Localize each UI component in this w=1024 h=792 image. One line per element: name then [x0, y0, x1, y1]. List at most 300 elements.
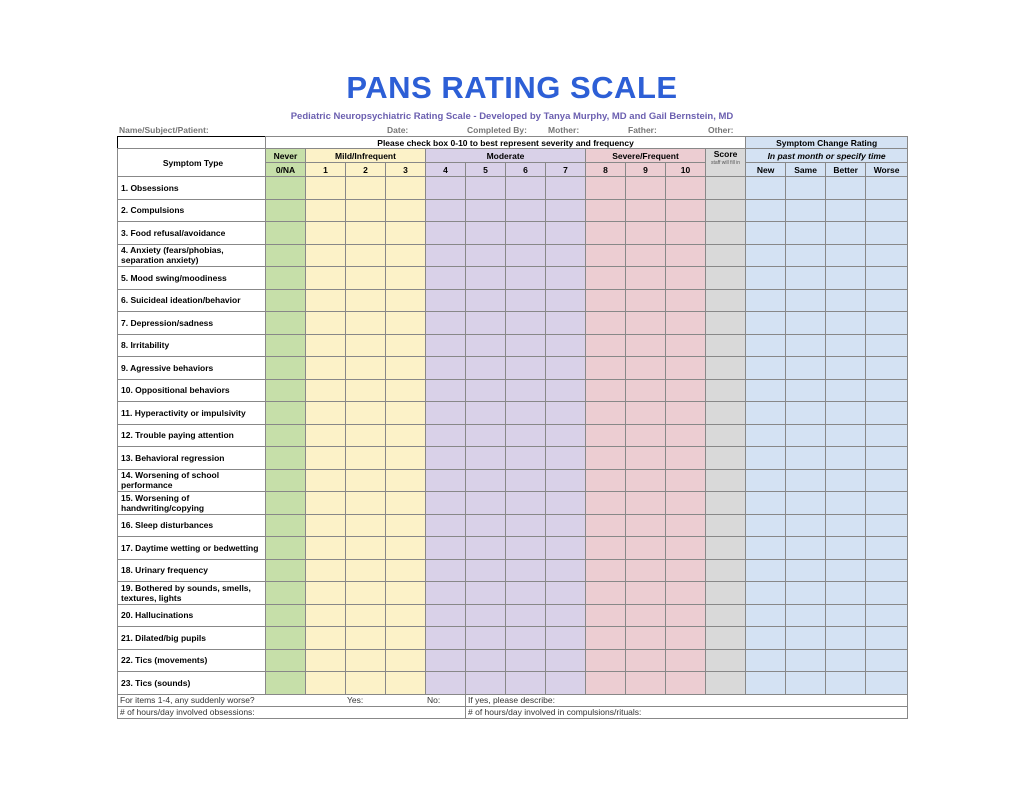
rating-cell-9[interactable] — [626, 402, 666, 425]
change-better-cell[interactable] — [826, 582, 866, 605]
rating-cell-4[interactable] — [426, 379, 466, 402]
rating-cell-2[interactable] — [346, 627, 386, 650]
rating-cell-4[interactable] — [426, 222, 466, 245]
rating-cell-10[interactable] — [666, 357, 706, 380]
rating-cell-8[interactable] — [586, 402, 626, 425]
change-same-cell[interactable] — [786, 222, 826, 245]
rating-cell-8[interactable] — [586, 469, 626, 492]
rating-cell-1[interactable] — [306, 357, 346, 380]
rating-cell-4[interactable] — [426, 402, 466, 425]
rating-cell-10[interactable] — [666, 492, 706, 515]
change-same-cell[interactable] — [786, 604, 826, 627]
change-new-cell[interactable] — [746, 357, 786, 380]
rating-cell-8[interactable] — [586, 514, 626, 537]
change-worse-cell[interactable] — [866, 177, 908, 200]
change-better-cell[interactable] — [826, 447, 866, 470]
change-worse-cell[interactable] — [866, 289, 908, 312]
rating-cell-3[interactable] — [386, 402, 426, 425]
rating-cell-2[interactable] — [346, 289, 386, 312]
change-same-cell[interactable] — [786, 289, 826, 312]
change-new-cell[interactable] — [746, 177, 786, 200]
change-new-cell[interactable] — [746, 469, 786, 492]
rating-cell-3[interactable] — [386, 559, 426, 582]
rating-cell-7[interactable] — [546, 424, 586, 447]
rating-cell-2[interactable] — [346, 582, 386, 605]
rating-cell-4[interactable] — [426, 244, 466, 267]
change-worse-cell[interactable] — [866, 402, 908, 425]
change-better-cell[interactable] — [826, 177, 866, 200]
change-same-cell[interactable] — [786, 672, 826, 695]
rating-cell-8[interactable] — [586, 604, 626, 627]
change-new-cell[interactable] — [746, 334, 786, 357]
rating-cell-3[interactable] — [386, 312, 426, 335]
change-better-cell[interactable] — [826, 469, 866, 492]
rating-cell-1[interactable] — [306, 469, 346, 492]
change-worse-cell[interactable] — [866, 267, 908, 290]
rating-cell-4[interactable] — [426, 357, 466, 380]
change-new-cell[interactable] — [746, 199, 786, 222]
rating-cell-4[interactable] — [426, 334, 466, 357]
rating-cell-1[interactable] — [306, 312, 346, 335]
rating-cell-7[interactable] — [546, 334, 586, 357]
change-better-cell[interactable] — [826, 199, 866, 222]
rating-cell-9[interactable] — [626, 514, 666, 537]
rating-cell-0[interactable] — [266, 222, 306, 245]
rating-cell-6[interactable] — [506, 447, 546, 470]
rating-cell-10[interactable] — [666, 424, 706, 447]
rating-cell-10[interactable] — [666, 582, 706, 605]
rating-cell-1[interactable] — [306, 447, 346, 470]
rating-cell-5[interactable] — [466, 289, 506, 312]
change-same-cell[interactable] — [786, 469, 826, 492]
rating-cell-9[interactable] — [626, 582, 666, 605]
rating-cell-0[interactable] — [266, 492, 306, 515]
rating-cell-8[interactable] — [586, 492, 626, 515]
rating-cell-4[interactable] — [426, 514, 466, 537]
rating-cell-3[interactable] — [386, 199, 426, 222]
rating-cell-3[interactable] — [386, 357, 426, 380]
rating-cell-7[interactable] — [546, 559, 586, 582]
change-better-cell[interactable] — [826, 424, 866, 447]
rating-cell-6[interactable] — [506, 312, 546, 335]
rating-cell-6[interactable] — [506, 402, 546, 425]
rating-cell-1[interactable] — [306, 222, 346, 245]
change-same-cell[interactable] — [786, 244, 826, 267]
change-better-cell[interactable] — [826, 312, 866, 335]
change-better-cell[interactable] — [826, 559, 866, 582]
rating-cell-3[interactable] — [386, 537, 426, 560]
change-same-cell[interactable] — [786, 267, 826, 290]
rating-cell-0[interactable] — [266, 559, 306, 582]
rating-cell-3[interactable] — [386, 177, 426, 200]
rating-cell-6[interactable] — [506, 222, 546, 245]
change-new-cell[interactable] — [746, 424, 786, 447]
rating-cell-1[interactable] — [306, 424, 346, 447]
change-worse-cell[interactable] — [866, 627, 908, 650]
rating-cell-9[interactable] — [626, 672, 666, 695]
change-same-cell[interactable] — [786, 649, 826, 672]
rating-cell-2[interactable] — [346, 604, 386, 627]
change-worse-cell[interactable] — [866, 334, 908, 357]
change-better-cell[interactable] — [826, 402, 866, 425]
rating-cell-8[interactable] — [586, 244, 626, 267]
rating-cell-7[interactable] — [546, 627, 586, 650]
change-worse-cell[interactable] — [866, 447, 908, 470]
change-new-cell[interactable] — [746, 289, 786, 312]
rating-cell-1[interactable] — [306, 199, 346, 222]
change-new-cell[interactable] — [746, 447, 786, 470]
rating-cell-8[interactable] — [586, 267, 626, 290]
rating-cell-3[interactable] — [386, 627, 426, 650]
rating-cell-4[interactable] — [426, 177, 466, 200]
rating-cell-8[interactable] — [586, 537, 626, 560]
rating-cell-5[interactable] — [466, 514, 506, 537]
change-worse-cell[interactable] — [866, 559, 908, 582]
rating-cell-5[interactable] — [466, 379, 506, 402]
change-worse-cell[interactable] — [866, 424, 908, 447]
rating-cell-0[interactable] — [266, 244, 306, 267]
rating-cell-6[interactable] — [506, 267, 546, 290]
change-better-cell[interactable] — [826, 244, 866, 267]
describe-field[interactable]: If yes, please describe: — [466, 694, 908, 706]
rating-cell-1[interactable] — [306, 402, 346, 425]
change-new-cell[interactable] — [746, 402, 786, 425]
rating-cell-5[interactable] — [466, 312, 506, 335]
rating-cell-6[interactable] — [506, 334, 546, 357]
rating-cell-6[interactable] — [506, 199, 546, 222]
rating-cell-7[interactable] — [546, 537, 586, 560]
rating-cell-0[interactable] — [266, 402, 306, 425]
rating-cell-8[interactable] — [586, 334, 626, 357]
change-new-cell[interactable] — [746, 244, 786, 267]
change-same-cell[interactable] — [786, 492, 826, 515]
change-better-cell[interactable] — [826, 604, 866, 627]
rating-cell-3[interactable] — [386, 379, 426, 402]
rating-cell-7[interactable] — [546, 244, 586, 267]
rating-cell-9[interactable] — [626, 424, 666, 447]
rating-cell-6[interactable] — [506, 177, 546, 200]
rating-cell-10[interactable] — [666, 402, 706, 425]
hours-compulsions-field[interactable]: # of hours/day involved in compulsions/rituals: — [466, 706, 908, 718]
rating-cell-2[interactable] — [346, 244, 386, 267]
rating-cell-9[interactable] — [626, 379, 666, 402]
change-worse-cell[interactable] — [866, 469, 908, 492]
rating-cell-5[interactable] — [466, 537, 506, 560]
rating-cell-6[interactable] — [506, 559, 546, 582]
rating-cell-5[interactable] — [466, 604, 506, 627]
change-worse-cell[interactable] — [866, 492, 908, 515]
rating-cell-0[interactable] — [266, 379, 306, 402]
rating-cell-9[interactable] — [626, 649, 666, 672]
rating-cell-7[interactable] — [546, 649, 586, 672]
change-worse-cell[interactable] — [866, 312, 908, 335]
rating-cell-10[interactable] — [666, 379, 706, 402]
rating-cell-2[interactable] — [346, 514, 386, 537]
change-worse-cell[interactable] — [866, 244, 908, 267]
change-better-cell[interactable] — [826, 379, 866, 402]
rating-cell-8[interactable] — [586, 559, 626, 582]
rating-cell-10[interactable] — [666, 559, 706, 582]
rating-cell-6[interactable] — [506, 424, 546, 447]
change-same-cell[interactable] — [786, 559, 826, 582]
rating-cell-5[interactable] — [466, 222, 506, 245]
rating-cell-9[interactable] — [626, 357, 666, 380]
change-better-cell[interactable] — [826, 537, 866, 560]
rating-cell-9[interactable] — [626, 289, 666, 312]
no-label[interactable]: No: — [427, 695, 441, 705]
change-worse-cell[interactable] — [866, 537, 908, 560]
rating-cell-0[interactable] — [266, 357, 306, 380]
rating-cell-5[interactable] — [466, 469, 506, 492]
rating-cell-3[interactable] — [386, 424, 426, 447]
rating-cell-4[interactable] — [426, 627, 466, 650]
rating-cell-5[interactable] — [466, 267, 506, 290]
rating-cell-6[interactable] — [506, 469, 546, 492]
rating-cell-0[interactable] — [266, 649, 306, 672]
rating-cell-3[interactable] — [386, 244, 426, 267]
rating-cell-0[interactable] — [266, 177, 306, 200]
rating-cell-9[interactable] — [626, 334, 666, 357]
rating-cell-1[interactable] — [306, 604, 346, 627]
rating-cell-6[interactable] — [506, 289, 546, 312]
rating-cell-2[interactable] — [346, 357, 386, 380]
rating-cell-9[interactable] — [626, 222, 666, 245]
rating-cell-8[interactable] — [586, 424, 626, 447]
rating-cell-0[interactable] — [266, 672, 306, 695]
rating-cell-1[interactable] — [306, 559, 346, 582]
rating-cell-9[interactable] — [626, 244, 666, 267]
yes-label[interactable]: Yes: — [347, 695, 364, 705]
rating-cell-4[interactable] — [426, 649, 466, 672]
rating-cell-9[interactable] — [626, 199, 666, 222]
rating-cell-2[interactable] — [346, 492, 386, 515]
rating-cell-2[interactable] — [346, 537, 386, 560]
change-new-cell[interactable] — [746, 312, 786, 335]
rating-cell-7[interactable] — [546, 199, 586, 222]
rating-cell-4[interactable] — [426, 582, 466, 605]
rating-cell-2[interactable] — [346, 672, 386, 695]
rating-cell-5[interactable] — [466, 672, 506, 695]
rating-cell-1[interactable] — [306, 649, 346, 672]
rating-cell-10[interactable] — [666, 222, 706, 245]
change-better-cell[interactable] — [826, 334, 866, 357]
rating-cell-4[interactable] — [426, 312, 466, 335]
rating-cell-0[interactable] — [266, 312, 306, 335]
change-better-cell[interactable] — [826, 289, 866, 312]
change-worse-cell[interactable] — [866, 604, 908, 627]
rating-cell-0[interactable] — [266, 334, 306, 357]
rating-cell-2[interactable] — [346, 402, 386, 425]
rating-cell-10[interactable] — [666, 537, 706, 560]
rating-cell-1[interactable] — [306, 379, 346, 402]
rating-cell-5[interactable] — [466, 244, 506, 267]
rating-cell-4[interactable] — [426, 267, 466, 290]
rating-cell-1[interactable] — [306, 177, 346, 200]
rating-cell-4[interactable] — [426, 492, 466, 515]
rating-cell-10[interactable] — [666, 627, 706, 650]
change-same-cell[interactable] — [786, 357, 826, 380]
change-worse-cell[interactable] — [866, 199, 908, 222]
rating-cell-2[interactable] — [346, 469, 386, 492]
rating-cell-10[interactable] — [666, 649, 706, 672]
rating-cell-8[interactable] — [586, 582, 626, 605]
change-same-cell[interactable] — [786, 312, 826, 335]
rating-cell-0[interactable] — [266, 289, 306, 312]
rating-cell-10[interactable] — [666, 289, 706, 312]
rating-cell-5[interactable] — [466, 649, 506, 672]
rating-cell-4[interactable] — [426, 672, 466, 695]
rating-cell-7[interactable] — [546, 267, 586, 290]
rating-cell-2[interactable] — [346, 312, 386, 335]
rating-cell-7[interactable] — [546, 447, 586, 470]
rating-cell-6[interactable] — [506, 492, 546, 515]
rating-cell-3[interactable] — [386, 604, 426, 627]
change-new-cell[interactable] — [746, 379, 786, 402]
rating-cell-9[interactable] — [626, 604, 666, 627]
rating-cell-10[interactable] — [666, 447, 706, 470]
rating-cell-6[interactable] — [506, 379, 546, 402]
rating-cell-1[interactable] — [306, 334, 346, 357]
rating-cell-9[interactable] — [626, 559, 666, 582]
change-new-cell[interactable] — [746, 627, 786, 650]
rating-cell-8[interactable] — [586, 289, 626, 312]
rating-cell-0[interactable] — [266, 267, 306, 290]
change-new-cell[interactable] — [746, 514, 786, 537]
rating-cell-7[interactable] — [546, 604, 586, 627]
rating-cell-3[interactable] — [386, 267, 426, 290]
rating-cell-7[interactable] — [546, 357, 586, 380]
change-better-cell[interactable] — [826, 357, 866, 380]
rating-cell-2[interactable] — [346, 334, 386, 357]
rating-cell-0[interactable] — [266, 604, 306, 627]
rating-cell-2[interactable] — [346, 267, 386, 290]
change-same-cell[interactable] — [786, 199, 826, 222]
rating-cell-7[interactable] — [546, 312, 586, 335]
rating-cell-7[interactable] — [546, 492, 586, 515]
rating-cell-10[interactable] — [666, 312, 706, 335]
rating-cell-4[interactable] — [426, 559, 466, 582]
rating-cell-7[interactable] — [546, 672, 586, 695]
hours-obsessions-field[interactable]: # of hours/day involved obsessions: — [118, 706, 466, 718]
rating-cell-3[interactable] — [386, 649, 426, 672]
rating-cell-6[interactable] — [506, 627, 546, 650]
rating-cell-5[interactable] — [466, 559, 506, 582]
rating-cell-0[interactable] — [266, 627, 306, 650]
change-same-cell[interactable] — [786, 424, 826, 447]
change-worse-cell[interactable] — [866, 514, 908, 537]
rating-cell-8[interactable] — [586, 627, 626, 650]
rating-cell-8[interactable] — [586, 447, 626, 470]
change-same-cell[interactable] — [786, 177, 826, 200]
rating-cell-4[interactable] — [426, 199, 466, 222]
change-worse-cell[interactable] — [866, 379, 908, 402]
rating-cell-3[interactable] — [386, 672, 426, 695]
rating-cell-1[interactable] — [306, 244, 346, 267]
rating-cell-9[interactable] — [626, 312, 666, 335]
rating-cell-0[interactable] — [266, 447, 306, 470]
change-same-cell[interactable] — [786, 402, 826, 425]
rating-cell-1[interactable] — [306, 627, 346, 650]
rating-cell-8[interactable] — [586, 357, 626, 380]
rating-cell-10[interactable] — [666, 672, 706, 695]
rating-cell-6[interactable] — [506, 672, 546, 695]
change-same-cell[interactable] — [786, 334, 826, 357]
change-same-cell[interactable] — [786, 514, 826, 537]
rating-cell-8[interactable] — [586, 312, 626, 335]
rating-cell-9[interactable] — [626, 627, 666, 650]
rating-cell-0[interactable] — [266, 514, 306, 537]
rating-cell-4[interactable] — [426, 289, 466, 312]
rating-cell-4[interactable] — [426, 604, 466, 627]
rating-cell-7[interactable] — [546, 582, 586, 605]
rating-cell-2[interactable] — [346, 649, 386, 672]
change-new-cell[interactable] — [746, 604, 786, 627]
rating-cell-8[interactable] — [586, 672, 626, 695]
rating-cell-8[interactable] — [586, 649, 626, 672]
rating-cell-5[interactable] — [466, 334, 506, 357]
rating-cell-6[interactable] — [506, 244, 546, 267]
change-new-cell[interactable] — [746, 672, 786, 695]
rating-cell-10[interactable] — [666, 514, 706, 537]
change-better-cell[interactable] — [826, 492, 866, 515]
change-same-cell[interactable] — [786, 582, 826, 605]
rating-cell-1[interactable] — [306, 537, 346, 560]
rating-cell-9[interactable] — [626, 447, 666, 470]
rating-cell-7[interactable] — [546, 289, 586, 312]
rating-cell-3[interactable] — [386, 222, 426, 245]
change-worse-cell[interactable] — [866, 357, 908, 380]
rating-cell-6[interactable] — [506, 604, 546, 627]
rating-cell-5[interactable] — [466, 582, 506, 605]
rating-cell-1[interactable] — [306, 492, 346, 515]
rating-cell-5[interactable] — [466, 424, 506, 447]
rating-cell-0[interactable] — [266, 424, 306, 447]
rating-cell-10[interactable] — [666, 469, 706, 492]
rating-cell-2[interactable] — [346, 447, 386, 470]
change-better-cell[interactable] — [826, 222, 866, 245]
rating-cell-9[interactable] — [626, 469, 666, 492]
rating-cell-5[interactable] — [466, 177, 506, 200]
rating-cell-5[interactable] — [466, 357, 506, 380]
change-new-cell[interactable] — [746, 537, 786, 560]
rating-cell-10[interactable] — [666, 244, 706, 267]
rating-cell-8[interactable] — [586, 379, 626, 402]
rating-cell-3[interactable] — [386, 514, 426, 537]
rating-cell-4[interactable] — [426, 447, 466, 470]
change-new-cell[interactable] — [746, 492, 786, 515]
rating-cell-3[interactable] — [386, 447, 426, 470]
change-worse-cell[interactable] — [866, 672, 908, 695]
rating-cell-4[interactable] — [426, 537, 466, 560]
rating-cell-10[interactable] — [666, 199, 706, 222]
rating-cell-3[interactable] — [386, 492, 426, 515]
rating-cell-2[interactable] — [346, 177, 386, 200]
rating-cell-0[interactable] — [266, 199, 306, 222]
rating-cell-7[interactable] — [546, 469, 586, 492]
rating-cell-10[interactable] — [666, 177, 706, 200]
rating-cell-4[interactable] — [426, 469, 466, 492]
rating-cell-7[interactable] — [546, 402, 586, 425]
rating-cell-5[interactable] — [466, 492, 506, 515]
rating-cell-1[interactable] — [306, 289, 346, 312]
rating-cell-5[interactable] — [466, 447, 506, 470]
rating-cell-5[interactable] — [466, 199, 506, 222]
rating-cell-10[interactable] — [666, 334, 706, 357]
change-new-cell[interactable] — [746, 649, 786, 672]
rating-cell-7[interactable] — [546, 222, 586, 245]
rating-cell-10[interactable] — [666, 604, 706, 627]
change-worse-cell[interactable] — [866, 582, 908, 605]
